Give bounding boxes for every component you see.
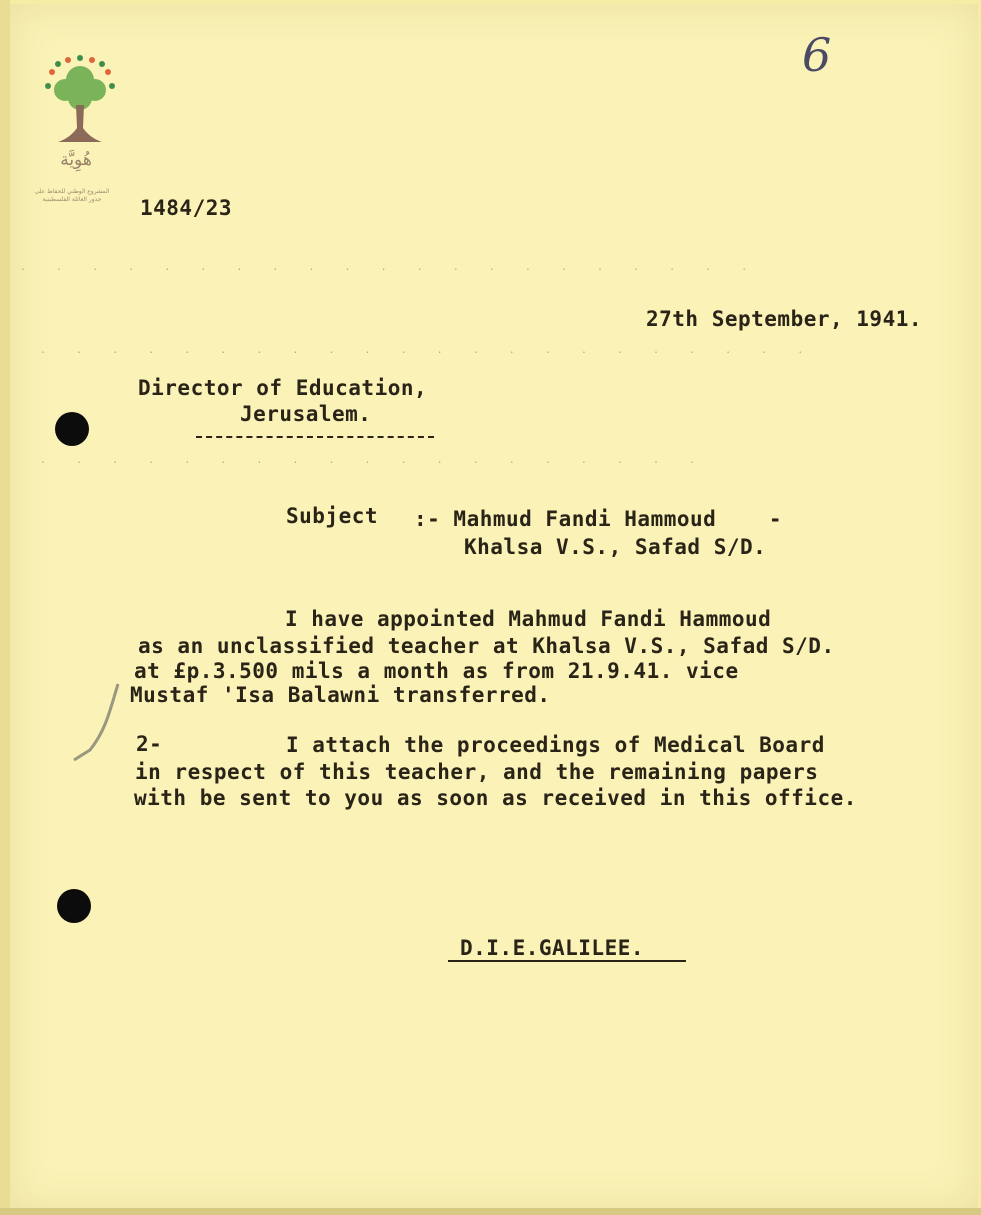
paragraph-line: at £p.3.500 mils a month as from 21.9.41. vice xyxy=(134,659,739,683)
addressee-underline xyxy=(196,436,434,438)
subject-line2: Khalsa V.S., Safad S/D. xyxy=(464,535,767,559)
logo-tagline xyxy=(22,188,122,204)
paragraph-line: with be sent to you as soon as received in this office. xyxy=(134,786,857,810)
tree-logo-icon xyxy=(30,50,130,210)
file-reference: 1484/23 xyxy=(140,196,233,220)
punch-hole-bottom xyxy=(57,889,91,923)
paragraph-line: in respect of this teacher, and the remaining papers xyxy=(135,760,819,784)
paragraph-line: I attach the proceedings of Medical Board xyxy=(286,733,825,757)
letter-date: 27th September, 1941. xyxy=(646,307,923,331)
logo-tagline-line2: جذور العائلة الفلسطينية xyxy=(42,196,102,203)
paragraph-line: Mustaf 'Isa Balawni transferred. xyxy=(130,683,551,707)
subject-label: Subject xyxy=(286,504,379,528)
paragraph-line: I have appointed Mahmud Fandi Hammoud xyxy=(285,607,772,631)
signature-underline xyxy=(448,960,686,962)
paper-bottom-edge xyxy=(0,1208,981,1215)
scan-noise: . . . . . . . . . . . . . . . . . . . . . . xyxy=(40,345,810,356)
pencil-mark xyxy=(70,680,130,770)
scan-noise: . . . . . . . . . . . . . . . . . . . xyxy=(40,455,702,466)
logo-arabic-name: هُوِيَّة xyxy=(60,150,92,170)
scan-noise: . . . . . . . . . . . . . . . . . . . . . xyxy=(20,262,754,273)
paragraph-line: as an unclassified teacher at Khalsa V.S., Safad S/D. xyxy=(138,634,835,658)
page-number: 6 xyxy=(802,28,832,82)
subject-line1: :- Mahmud Fandi Hammoud - xyxy=(414,507,783,531)
addressee-line2: Jerusalem. xyxy=(240,402,372,426)
paper-left-edge xyxy=(0,0,10,1215)
paragraph-number: 2- xyxy=(136,732,163,756)
punch-hole-top xyxy=(55,412,89,446)
signature-block: D.I.E.GALILEE. xyxy=(460,936,645,960)
logo-tagline-line1: المشروع الوطني للحفاظ على xyxy=(34,188,110,195)
addressee-line1: Director of Education, xyxy=(138,376,428,400)
